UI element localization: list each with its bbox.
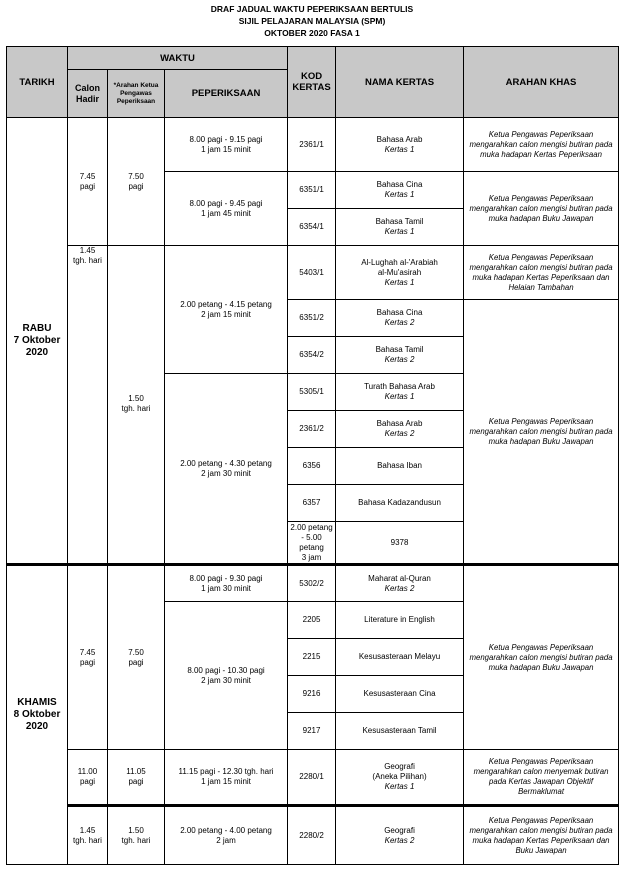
- paper-code: 6351/2: [288, 300, 336, 337]
- paper-number: Kertas 1: [384, 782, 415, 791]
- paper-title: Bahasa Tamil: [375, 345, 424, 354]
- paper-number: Kertas 1: [384, 190, 415, 199]
- paper-title: Bahasa Cina: [376, 180, 423, 189]
- paper-number: Kertas 1: [384, 144, 415, 154]
- paper-code: 6357: [288, 485, 336, 522]
- paper-title: Al-Lughah al-'Arabiah al-Mu'asirah: [361, 257, 438, 277]
- title-line-2: SIJIL PELAJARAN MALAYSIA (SPM): [238, 16, 386, 26]
- exam-time: 2.00 petang - 4.00 petang 2 jam: [165, 806, 288, 865]
- paper-code: 6351/1: [288, 172, 336, 209]
- paper-code: 6354/2: [288, 337, 336, 374]
- paper-name: [336, 337, 464, 374]
- exam-time: 8.00 pagi - 9.30 pagi 1 jam 30 minit: [165, 565, 288, 602]
- paper-name: [336, 374, 464, 411]
- calon-hadir-time: 1.45 tgh. hari: [68, 246, 108, 565]
- document-title: [0, 0, 624, 40]
- paper-title: Bahasa Cina: [376, 308, 423, 317]
- paper-name: [336, 300, 464, 337]
- paper-number: Kertas 2: [384, 318, 415, 327]
- paper-name: [336, 565, 464, 602]
- exam-time: 11.15 pagi - 12.30 tgh. hari 1 jam 15 minit: [165, 750, 288, 806]
- paper-code: 9216: [288, 676, 336, 713]
- arahan-ketua-time: 11.05 pagi: [108, 750, 165, 806]
- paper-name: [336, 750, 464, 806]
- special-instruction: Ketua Pengawas Peperiksaan mengarahkan calon mengisi butiran pada muka hadapan Kertas Peperiksaan dan Buku Jawapan: [464, 806, 619, 865]
- paper-code: 9378: [336, 522, 464, 565]
- paper-title: Geografi (Aneka Pilihan): [372, 762, 427, 781]
- exam-time: 8.00 pagi - 10.30 pagi 2 jam 30 minit: [165, 602, 288, 750]
- paper-name: [336, 209, 464, 246]
- special-instruction: Ketua Pengawas Peperiksaan mengarahkan calon mengisi butiran pada muka hadapan Buku Jawapan: [464, 565, 619, 750]
- paper-code: 5403/1: [288, 246, 336, 300]
- paper-number: Kertas 2: [384, 583, 415, 593]
- arahan-ketua-time: 7.50 pagi: [108, 565, 165, 750]
- paper-title: Bahasa Arab: [376, 419, 423, 428]
- paper-code: 2280/2: [288, 806, 336, 865]
- paper-name: Kesusasteraan Tamil: [336, 713, 464, 750]
- paper-number: Kertas 2: [384, 355, 415, 364]
- paper-number: Kertas 2: [384, 429, 415, 438]
- arahan-ketua-time: 1.50 tgh. hari: [108, 806, 165, 865]
- paper-title: Turath Bahasa Arab: [364, 382, 435, 391]
- paper-name: [336, 118, 464, 172]
- paper-title: Maharat al-Quran: [368, 573, 431, 583]
- paper-name: [336, 172, 464, 209]
- paper-number: Kertas 1: [384, 392, 415, 401]
- exam-time: 8.00 pagi - 9.15 pagi 1 jam 15 minit: [165, 118, 288, 172]
- arahan-ketua-time: 1.50 tgh. hari: [108, 246, 165, 565]
- special-instruction: Ketua Pengawas Peperiksaan mengarahkan calon menyemak butiran pada Kertas Jawapan Objektif Bermaklumat: [464, 750, 619, 806]
- header-tarikh: TARIKH: [7, 47, 68, 118]
- paper-title: Bahasa Arab: [376, 134, 423, 144]
- header-peperiksaan: PEPERIKSAAN: [165, 70, 288, 118]
- paper-code: 6356: [288, 448, 336, 485]
- paper-name: Bahasa Iban: [336, 448, 464, 485]
- paper-name: Kesusasteraan Melayu: [336, 639, 464, 676]
- calon-hadir-time: 7.45 pagi: [68, 565, 108, 750]
- paper-code: 2280/1: [288, 750, 336, 806]
- paper-title: Geografi: [384, 825, 415, 835]
- paper-title: Bahasa Tamil: [375, 217, 424, 226]
- paper-number: Kertas 1: [384, 277, 415, 287]
- special-instruction: Ketua Pengawas Peperiksaan mengarahkan calon mengisi butiran pada muka hadapan Buku Jawapan: [464, 300, 619, 565]
- exam-timetable: [6, 46, 619, 865]
- special-instruction: Ketua Pengawas Peperiksaan mengarahkan calon mengisi butiran pada muka hadapan Kertas Peperiksaan dan Helaian Tambahan: [464, 246, 619, 300]
- paper-number: Kertas 2: [384, 835, 415, 845]
- title-line-1: DRAF JADUAL WAKTU PEPERIKSAAN BERTULIS: [210, 4, 414, 14]
- special-instruction: Ketua Pengawas Peperiksaan mengarahkan calon mengisi butiran pada muka hadapan Kertas Peperiksaan: [464, 118, 619, 172]
- exam-time: 2.00 petang - 5.00 petang 3 jam: [288, 522, 336, 565]
- calon-hadir-time: 1.45 tgh. hari: [68, 806, 108, 865]
- exam-time: 2.00 petang - 4.15 petang 2 jam 15 minit: [165, 246, 288, 374]
- exam-time: 8.00 pagi - 9.45 pagi 1 jam 45 minit: [165, 172, 288, 246]
- calon-hadir-time: 7.45 pagi: [68, 118, 108, 246]
- paper-code: 5305/1: [288, 374, 336, 411]
- paper-code: 9217: [288, 713, 336, 750]
- paper-code: 5302/2: [288, 565, 336, 602]
- header-arahan-khas: ARAHAN KHAS: [464, 47, 619, 118]
- paper-name: Bahasa Kadazandusun: [336, 485, 464, 522]
- day-date: KHAMIS 8 Oktober 2020: [7, 565, 68, 865]
- calon-hadir-time: 11.00 pagi: [68, 750, 108, 806]
- header-calon-hadir: Calon Hadir: [68, 70, 108, 118]
- paper-name: [336, 806, 464, 865]
- title-line-3: OKTOBER 2020 FASA 1: [264, 28, 360, 38]
- special-instruction: Ketua Pengawas Peperiksaan mengarahkan calon mengisi butiran pada muka hadapan Buku Jawapan: [464, 172, 619, 246]
- paper-code: 2361/2: [288, 411, 336, 448]
- paper-name: Literature in English: [336, 602, 464, 639]
- paper-name: [336, 411, 464, 448]
- header-arahan-ketua: *Arahan Ketua Pengawas Peperiksaan: [108, 70, 165, 118]
- paper-name: [336, 246, 464, 300]
- paper-code: 6354/1: [288, 209, 336, 246]
- header-nama-kertas: NAMA KERTAS: [336, 47, 464, 118]
- paper-code: 2361/1: [288, 118, 336, 172]
- paper-number: Kertas 1: [384, 227, 415, 236]
- paper-code: 2205: [288, 602, 336, 639]
- header-waktu: WAKTU: [68, 47, 288, 70]
- exam-time: 2.00 petang - 4.30 petang 2 jam 30 minit: [165, 374, 288, 565]
- header-kod-kertas: KOD KERTAS: [288, 47, 336, 118]
- arahan-ketua-time: 7.50 pagi: [108, 118, 165, 246]
- paper-code: 2215: [288, 639, 336, 676]
- paper-name: Kesusasteraan Cina: [336, 676, 464, 713]
- day-date: RABU 7 Oktober 2020: [7, 118, 68, 565]
